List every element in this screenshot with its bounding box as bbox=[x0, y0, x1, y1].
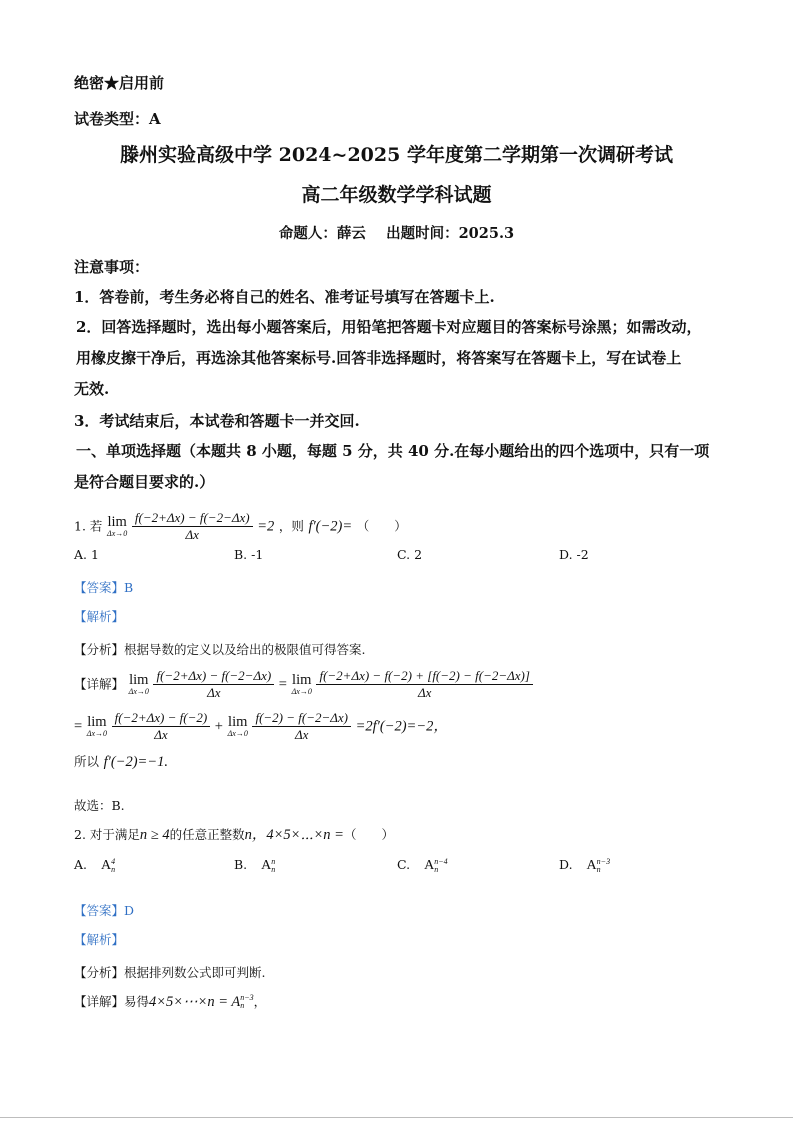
sup-sub bbox=[434, 858, 447, 874]
sup: n−3 bbox=[596, 856, 611, 866]
q1-guxuan: 故选：B. bbox=[74, 798, 125, 813]
q1-step1-rhs-frac bbox=[316, 668, 532, 701]
lim-subscript: Δx→0 bbox=[227, 728, 248, 738]
q2-stem-b: 的任意正整数 bbox=[169, 827, 245, 842]
q1-fenxi: 【分析】根据导数的定义以及给出的极限值可得答案. bbox=[74, 642, 366, 657]
q1-option-d: D. -2 bbox=[559, 547, 589, 562]
q1-option-c: C. 2 bbox=[397, 547, 423, 562]
q2-product: ，4×5×⋯×n = bbox=[251, 827, 344, 843]
q2-result-expr: 4×5×⋯×n = A bbox=[149, 994, 241, 1010]
note-2b: 用橡皮擦干净后，再选涂其他答案标号.回答非选择题时，将答案写在答题卡上，写在试卷上 bbox=[76, 349, 682, 367]
q2-option-c bbox=[397, 857, 448, 874]
permutation-symbol: A bbox=[424, 858, 435, 873]
section1-line2: 是符合题目要求的.） bbox=[74, 473, 215, 491]
secret-label: 绝密★启用前 bbox=[74, 74, 165, 92]
author-line: 命题人：薛云 出题时间：2025.3 bbox=[278, 225, 515, 242]
note-2a: 2．回答选择题时，选出每小题答案后，用铅笔把答题卡对应题目的答案标号涂黑；如需改动， bbox=[76, 318, 702, 336]
sup-sub bbox=[597, 858, 610, 874]
q1-option-b: B. -1 bbox=[234, 547, 264, 562]
q1-step2-frac-b bbox=[252, 710, 351, 743]
sup-sub bbox=[271, 858, 275, 874]
q2-condition: n ≥ 4 bbox=[139, 827, 170, 843]
q2-analysis-label: 【解析】 bbox=[74, 932, 125, 947]
sup-sub bbox=[111, 858, 115, 874]
q2-result-tail: ， bbox=[253, 994, 267, 1009]
q2-xiangjie: 【详解】易得 bbox=[74, 994, 150, 1009]
q1-answer: 【答案】B bbox=[74, 580, 134, 595]
q2-result-supsub bbox=[240, 994, 253, 1010]
q2-var: n bbox=[244, 827, 252, 843]
q1-equals: =2 bbox=[257, 518, 275, 535]
q1-stem bbox=[74, 510, 407, 543]
q1-step2-lim-b bbox=[228, 715, 248, 738]
paper-type: 试卷类型：A bbox=[74, 110, 161, 128]
q1-step1-lim bbox=[129, 673, 149, 696]
sub: n bbox=[240, 1001, 245, 1010]
note-1: 1．答卷前，考生务必将自己的姓名、准考证号填写在答题卡上. bbox=[74, 288, 495, 306]
permutation-symbol: A bbox=[586, 858, 597, 873]
lim-label: lim bbox=[107, 514, 127, 531]
frac-den: Δx bbox=[207, 685, 221, 700]
q1-ask: f′(−2)= bbox=[308, 518, 353, 535]
q2-option-a bbox=[74, 857, 115, 874]
lim-label: lim bbox=[292, 672, 312, 689]
q2-answer: 【答案】D bbox=[74, 903, 135, 918]
lim-subscript: Δx→0 bbox=[86, 728, 108, 738]
q1-step1-frac bbox=[153, 668, 274, 701]
sub: n bbox=[596, 864, 601, 874]
q2-option-d bbox=[559, 857, 610, 874]
permutation-symbol: A bbox=[101, 858, 112, 873]
plus-sign: + bbox=[214, 718, 223, 735]
q1-limit bbox=[107, 515, 127, 538]
note-3: 3．考试结束后，本试卷和答题卡一并交回. bbox=[74, 412, 360, 430]
q1-paren: （ ） bbox=[356, 518, 407, 534]
q1-result: f′(−2)=−1. bbox=[103, 754, 168, 770]
q1-step2-tail: =2f′(−2)=−2， bbox=[355, 718, 448, 735]
sup: n bbox=[271, 856, 276, 866]
q1-analysis-label: 【解析】 bbox=[74, 609, 125, 624]
q1-frac-num: f(−2+Δx) − f(−2−Δx) bbox=[132, 510, 253, 527]
lim-label: lim bbox=[228, 714, 248, 731]
exam-subtitle: 高二年级数学学科试题 bbox=[301, 184, 492, 206]
q1-conclusion bbox=[74, 752, 168, 771]
frac-den: Δx bbox=[417, 685, 432, 700]
section1-line1: 一、单项选择题（本题共 8 小题，每题 5 分，共 40 分.在每小题给出的四个选项中，只有一项 bbox=[76, 442, 710, 460]
q2-paren: （ ） bbox=[343, 827, 394, 842]
frac-num: f(−2) − f(−2−Δx) bbox=[252, 710, 351, 727]
sup: n−3 bbox=[240, 993, 254, 1002]
page-bottom-rule bbox=[0, 1117, 793, 1118]
lim-subscript: Δx→0 bbox=[291, 686, 312, 696]
q2-option-b bbox=[234, 857, 275, 874]
lim-subscript: Δx→0 bbox=[107, 528, 128, 538]
q1-number: 1. 若 bbox=[74, 518, 103, 534]
lim-subscript: Δx→0 bbox=[128, 686, 149, 696]
q2-detail bbox=[74, 992, 266, 1011]
q2-fenxi: 【分析】根据排列数公式即可判断. bbox=[74, 965, 266, 980]
permutation-symbol: A bbox=[261, 858, 272, 873]
q1-frac-den: Δx bbox=[185, 527, 199, 542]
equals-sign: = bbox=[278, 676, 287, 693]
q1-xiangjie: 【详解】 bbox=[74, 676, 125, 692]
option-label: D. bbox=[559, 857, 573, 872]
sup: n−4 bbox=[434, 856, 448, 866]
equals-sign: = bbox=[74, 718, 83, 735]
note-2c: 无效. bbox=[74, 380, 110, 398]
frac-num: f(−2+Δx) − f(−2) bbox=[112, 710, 211, 727]
q1-detail-step1 bbox=[74, 668, 533, 701]
lim-label: lim bbox=[87, 714, 107, 731]
q1-option-a: A. 1 bbox=[74, 547, 99, 562]
q2-stem bbox=[74, 823, 394, 844]
q1-detail-step2 bbox=[74, 710, 448, 743]
sub: n bbox=[271, 864, 276, 874]
q1-step1-lim2 bbox=[292, 673, 312, 696]
q1-step2-frac-a bbox=[112, 710, 211, 743]
q2-stem-a: 2. 对于满足 bbox=[74, 827, 140, 842]
q1-suoyi: 所以 bbox=[74, 754, 100, 769]
option-label: A. bbox=[74, 857, 88, 872]
q1-fraction bbox=[132, 510, 253, 543]
option-label: C. bbox=[397, 857, 411, 872]
frac-den: Δx bbox=[154, 727, 168, 742]
exam-title: 滕州实验高级中学 2024~2025 学年度第二学期第一次调研考试 bbox=[120, 144, 673, 166]
q1-step2-lim-a bbox=[87, 715, 107, 738]
notes-heading: 注意事项： bbox=[74, 258, 150, 276]
option-label: B. bbox=[234, 857, 248, 872]
sub: n bbox=[111, 864, 116, 874]
q1-then: ，则 bbox=[278, 518, 304, 534]
frac-den: Δx bbox=[295, 727, 309, 742]
frac-num: f(−2+Δx) − f(−2) + [f(−2) − f(−2−Δx)] bbox=[316, 668, 532, 685]
sup: 4 bbox=[111, 856, 116, 866]
sub: n bbox=[434, 864, 439, 874]
frac-num: f(−2+Δx) − f(−2−Δx) bbox=[153, 668, 274, 685]
lim-label: lim bbox=[129, 672, 149, 689]
